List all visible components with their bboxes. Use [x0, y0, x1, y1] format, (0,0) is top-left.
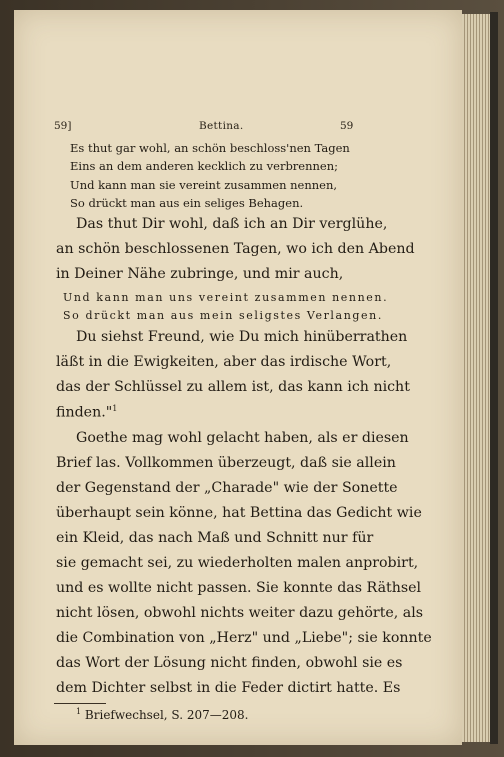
poem-line: So drückt man aus ein seliges Behagen.: [70, 196, 304, 210]
poem-line: Es thut gar wohl, an schön beschloss'nen Tagen: [70, 141, 350, 155]
text-line: Brief las. Vollkommen überzeugt, daß sie allein: [56, 455, 396, 471]
text-line: der Gegenstand der „Charade" wie der Sonette: [56, 480, 398, 496]
poem-line: Und kann man sie vereint zusammen nennen,: [70, 178, 338, 192]
footnote-number: 1: [76, 707, 82, 716]
page-number: 59: [340, 120, 354, 132]
text-line: sie gemacht sei, zu wiederholten malen anprobirt,: [56, 555, 419, 571]
footnote-marker: 1: [112, 404, 118, 413]
text-line: läßt in die Ewigkeiten, aber das irdische Wort,: [56, 354, 392, 370]
text-line: Du siehst Freund, wie Du mich hinüberrathen: [76, 329, 408, 345]
text-line: überhaupt sein könne, hat Bettina das Gedicht wie: [56, 505, 422, 521]
poem-line: So drückt man aus mein seligstes Verlangen.: [63, 309, 383, 322]
poem-line: Eins an dem anderen kecklich zu verbrennen;: [70, 159, 339, 173]
text-line: in Deiner Nähe zubringe, und mir auch,: [56, 266, 344, 282]
text-line: dem Dichter selbst in die Feder dictirt hatte. Es: [56, 680, 401, 696]
text-fragment: finden.": [56, 404, 113, 421]
text-line: ein Kleid, das nach Maß und Schnitt nur für: [56, 530, 374, 546]
text-line: an schön beschlossenen Tagen, wo ich den Abend: [56, 241, 415, 257]
page-reference: 59]: [54, 120, 72, 132]
poem-line: Und kann man uns vereint zusammen nennen.: [63, 291, 389, 304]
text-line: Goethe mag wohl gelacht haben, als er diesen: [76, 430, 409, 446]
book-page: [14, 10, 462, 745]
text-line: das Wort der Lösung nicht finden, obwohl sie es: [56, 655, 403, 671]
text-line: das der Schlüssel zu allem ist, das kann ich nicht: [56, 379, 410, 395]
running-title: Bettina.: [199, 120, 244, 132]
text-line: die Combination von „Herz" und „Liebe"; sie konnte: [56, 630, 432, 646]
text-line: nicht lösen, obwohl nichts weiter dazu gehörte, als: [56, 605, 424, 621]
running-header: [54, 120, 354, 136]
footnote-rule: [54, 703, 106, 704]
page-edges: [462, 14, 490, 742]
text-line: Das thut Dir wohl, daß ich an Dir verglühe,: [76, 216, 388, 232]
footnote-text: Briefwechsel, S. 207—208.: [84, 708, 249, 722]
footnote: [76, 707, 248, 722]
book-cover-edge: [490, 12, 498, 744]
text-line: und es wollte nicht passen. Sie konnte das Räthsel: [56, 580, 422, 596]
text-line: [56, 404, 117, 421]
